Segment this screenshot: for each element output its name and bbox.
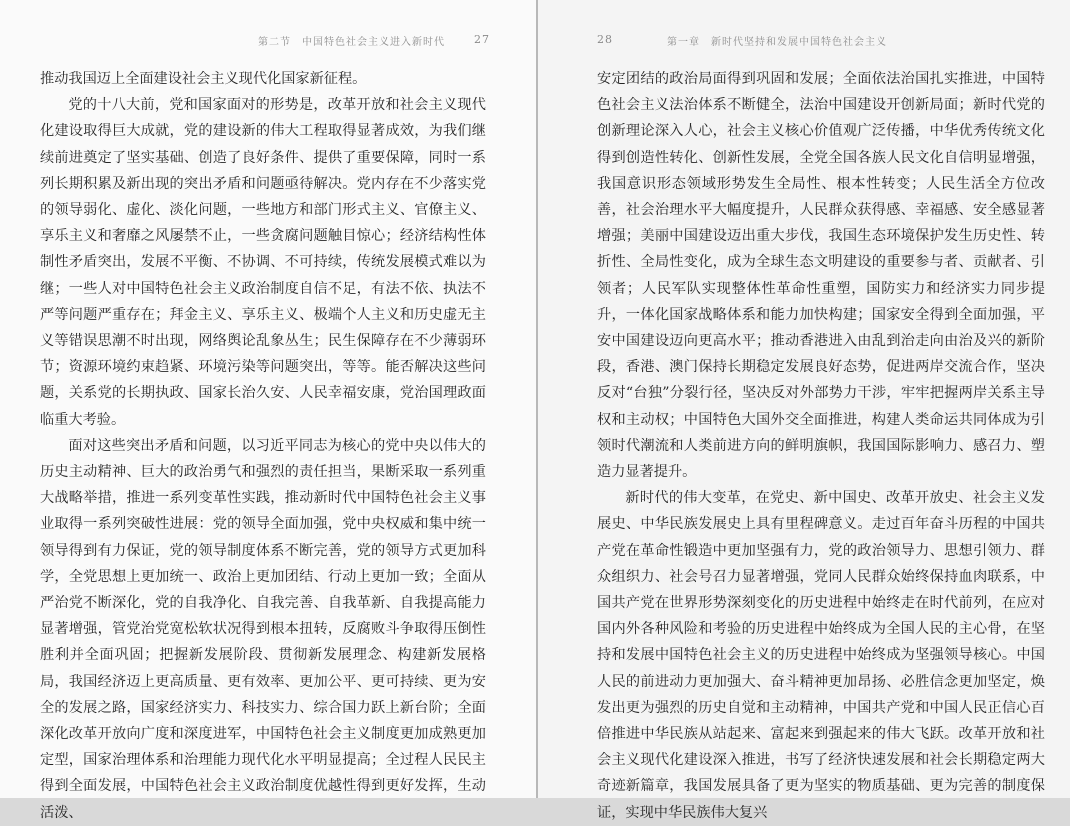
paragraph: 安定团结的政治局面得到巩固和发展；全面依法治国扎实推进，中国特色社会主义法治体系不断健全，法治中国建设开创新局面；新时代党的创新理论深入人心，社会主义核心价值观广泛传播，中华优秀传统文化得到创造性转化、创新性发展，全党全国各族人民文化自信明显增强，我国意识形态领域形势发生全局性、根本性转变；人民生活全方位改善，社会治理水平大幅度提升，人民群众获得感、幸福感、安全感显著增强；美丽中国建设迈出重大步伐，我国生态环境保护发生历史性、转折性、全局性变化，成为全球生态文明建设的重要参与者、贡献者、引领者；人民军队实现整体性革命性重塑，国防实力和经济实力同步提升，一体化国家战略体系和能力加快构建；国家安全得到全面加强，平安中国建设迈向更高水平；推动香港进入由乱到治走向由治及兴的新阶段，香港、澳门保持长期稳定发展良好态势，促进两岸交流合作，坚决反对“台独”分裂行径，坚决反对外部势力干涉，牢牢把握两岸关系主导权和主动权；中国特色大国外交全面推进，构建人类命运共同体成为引领时代潮流和人类前进方向的鲜明旗帜，我国国际影响力、感召力、塑造力显著提升。 — [597, 71, 1045, 481]
right-page-body — [597, 66, 1045, 826]
left-page-number: 27 — [474, 33, 490, 46]
paragraph: 面对这些突出矛盾和问题，以习近平同志为核心的党中央以伟大的历史主动精神、巨大的政治勇气和强烈的责任担当，果断采取一系列重大战略举措，推进一系列变革性实践，推动新时代中国特色社会主义事业取得一系列突破性进展：党的领导全面加强，党中央权威和集中统一领导得到有力保证，党的领导制度体系不断完善，党的领导方式更加科学，全党思想上更加统一、政治上更加团结、行动上更加一致；全面从严治党不断深化，党的自我净化、自我完善、自我革新、自我提高能力显著增强，管党治党宽松软状况得到根本扭转，反腐败斗争取得压倒性胜利并全面巩固；把握新发展阶段、贯彻新发展理念、构建新发展格局，我国经济迈上更高质量、更有效率、更加公平、更可持续、更为安全的发展之路，国家经济实力、科技实力、综合国力跃上新台阶；全面深化改革开放向广度和深度进军，中国特色社会主义制度更加成熟更加定型，国家治理体系和治理能力现代化水平明显提高；全过程人民民主得到全面发展，中国特色社会主义政治制度优越性得到更好发挥，生动活泼、 — [40, 437, 486, 821]
paragraph: 新时代的伟大变革，在党史、新中国史、改革开放史、社会主义发展史、中华民族发展史上具有里程碑意义。走过百年奋斗历程的中国共产党在革命性锻造中更加坚强有力，党的政治领导力、思想引领力、群众组织力、社会号召力显著增强，党同人民群众始终保持血肉联系，中国共产党在世界形势深刻变化的历史进程中始终走在时代前列，在应对国内外各种风险和考验的历史进程中始终成为全国人民的主心骨，在坚持和发展中国特色社会主义的历史进程中始终成为坚强领导核心。中国人民的前进动力更加强大、奋斗精神更加昂扬、必胜信念更加坚定，焕发出更为强烈的历史自觉和主动精神，中国共产党和中国人民正信心百倍推进中华民族从站起来、富起来到强起来的伟大飞跃。改革开放和社会主义现代化建设深入推进，书写了经济快速发展和社会长期稳定两大奇迹新篇章，我国发展具备了更为坚实的物质基础、更为完善的制度保证，实现中华民族伟大复兴 — [597, 490, 1045, 821]
right-running-header: 第一章 新时代坚持和发展中国特色社会主义 — [667, 37, 887, 48]
left-page — [0, 0, 537, 821]
left-running-header: 第二节 中国特色社会主义进入新时代 — [258, 37, 445, 48]
left-page-body — [40, 66, 486, 826]
paragraph: 推动我国迈上全面建设社会主义现代化国家新征程。 — [40, 71, 367, 87]
book-gutter — [536, 0, 538, 798]
right-page — [537, 0, 1070, 821]
paragraph: 党的十八大前，党和国家面对的形势是，改革开放和社会主义现代化建设取得巨大成就，党的建设新的伟大工程取得显著成效，为我们继续前进奠定了坚实基础、创造了良好条件、提供了重要保障，同时一系列长期积累及新出现的突出矛盾和问题亟待解决。党内存在不少落实党的领导弱化、虚化、淡化问题，一些地方和部门形式主义、官僚主义、享乐主义和奢靡之风屡禁不止，一些贪腐问题触目惊心；经济结构性体制性矛盾突出，发展不平衡、不协调、不可持续，传统发展模式难以为继；一些人对中国特色社会主义政治制度自信不足，有法不依、执法不严等问题严重存在；拜金主义、享乐主义、极端个人主义和历史虚无主义等错误思潮不时出现，网络舆论乱象丛生；民生保障存在不少薄弱环节；资源环境约束趋紧、环境污染等问题突出，等等。能否解决这些问题，关系党的长期执政、国家长治久安、人民幸福安康，党治国理政面临重大考验。 — [40, 97, 486, 428]
right-page-number: 28 — [597, 33, 613, 46]
